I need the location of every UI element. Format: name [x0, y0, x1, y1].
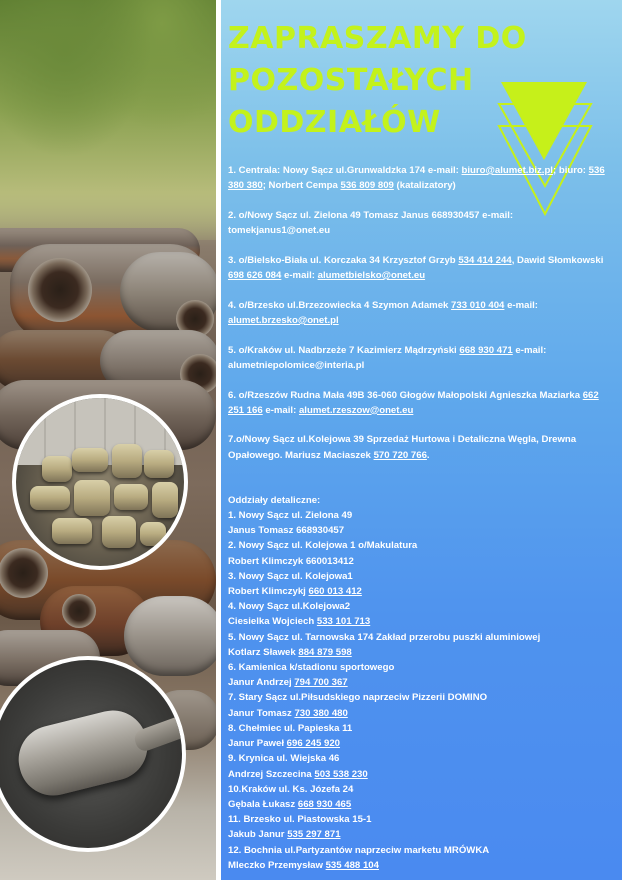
text-span: 4. o/Brzesko ul.Brzezowiecka 4 Szymon Adamek	[228, 299, 452, 311]
retail-line	[228, 660, 608, 675]
text-span: Robert Klimczyk 660013412	[228, 555, 354, 567]
contact-link[interactable]: 696 245 920	[286, 738, 341, 750]
contact-link[interactable]: 660 013 412	[308, 586, 362, 598]
catalytic-converter	[112, 444, 142, 478]
text-span: 5. o/Kraków ul. Nadbrzeże 7 Kazimierz Mądrzyński	[228, 344, 460, 356]
contact-link[interactable]: 730 380 480	[294, 707, 348, 719]
pipe-opening	[0, 548, 48, 598]
catalytic-converter	[74, 480, 110, 516]
text-span: Janur Tomasz	[228, 707, 295, 719]
branches-content	[228, 163, 608, 873]
text-span: Mleczko Przemysław	[228, 859, 326, 871]
catalytic-converter	[42, 456, 72, 482]
text-span: Jakub Janur	[228, 829, 288, 841]
converter-closeup-photo	[0, 656, 186, 852]
text-span: Janur Paweł	[228, 738, 287, 750]
text-span: 2. Nowy Sącz ul. Kolejowa 1 o/Makulatura	[228, 540, 418, 552]
text-span: e-mail:	[262, 404, 299, 416]
retail-line	[228, 645, 608, 660]
contact-link[interactable]: alumet.rzeszow@onet.eu	[298, 404, 414, 416]
title-line: ODDZIAŁÓW	[228, 105, 441, 140]
text-span: Andrzej Szczecina	[228, 768, 315, 780]
contact-link[interactable]: 698 626 084	[228, 270, 282, 282]
branch-item	[228, 388, 608, 418]
text-span: ; Norbert Cempa	[262, 180, 341, 192]
contact-link[interactable]: 662 251 166	[228, 389, 599, 416]
catalytic-converter	[140, 522, 166, 546]
text-span: 12. Bochnia ul.Partyzantów naprzeciw marketu MRÓWKA	[228, 844, 490, 856]
contact-link[interactable]: 884 879 598	[298, 646, 352, 658]
retail-line	[228, 827, 608, 842]
text-span: 8. Chełmiec ul. Papieska 11	[228, 722, 353, 734]
retail-line	[228, 858, 608, 873]
text-span: 2. o/Nowy Sącz ul. Zielona 49 Tomasz Janus 668930457 e-mail: tomekjanus1@onet.eu	[228, 209, 514, 237]
retail-line	[228, 736, 608, 751]
catalytic-converters-photo	[12, 394, 188, 570]
text-span: 11. Brzesko ul. Piastowska 15-1	[228, 814, 372, 826]
catalytic-converter	[72, 448, 108, 472]
text-span: Robert Klimczykj	[228, 586, 309, 598]
pipe-opening	[28, 258, 92, 322]
retail-line	[228, 523, 608, 538]
branch-item	[228, 298, 608, 328]
retail-line	[228, 767, 608, 782]
catalytic-converter	[144, 450, 174, 478]
title-line: ZAPRASZAMY DO	[228, 21, 527, 56]
branch-item	[228, 343, 608, 373]
retail-line	[228, 782, 608, 797]
retail-line	[228, 599, 608, 614]
text-span: , Dawid Słomkowski	[511, 254, 604, 266]
branch-item	[228, 253, 608, 283]
contact-link[interactable]: 503 538 230	[314, 768, 368, 780]
text-span: 10.Kraków ul. Ks. Józefa 24	[228, 783, 354, 795]
retail-line	[228, 751, 608, 766]
catalytic-converter	[114, 484, 148, 510]
retail-line	[228, 554, 608, 569]
contact-link[interactable]: biuro@alumet.biz.pl	[461, 165, 553, 176]
muffler-pipe	[124, 596, 216, 676]
text-span: Ciesielka Wojciech	[228, 616, 317, 628]
contact-link[interactable]: alumetbielsko@onet.eu	[317, 270, 426, 282]
retail-line	[228, 630, 608, 645]
retail-line	[228, 706, 608, 721]
contact-link[interactable]: 536 380 380	[228, 165, 605, 192]
branch-item	[228, 208, 608, 238]
exhaust-pipe	[132, 712, 186, 753]
catalytic-converter	[52, 518, 92, 544]
retail-line	[228, 690, 608, 705]
text-span: 3. Nowy Sącz ul. Kolejowa1	[228, 570, 353, 582]
retail-line	[228, 675, 608, 690]
retail-line	[228, 721, 608, 736]
scrap-photo	[0, 0, 216, 880]
text-span: 6. Kamienica k/stadionu sportowego	[228, 662, 395, 674]
text-span: .	[426, 449, 430, 461]
contact-link[interactable]: 533 101 713	[316, 616, 371, 628]
retail-title: Oddziały detaliczne:	[228, 494, 321, 506]
text-span: Janus Tomasz 668930457	[228, 525, 345, 537]
text-span: 1. Nowy Sącz ul. Zielona 49	[228, 510, 353, 522]
catalytic-converter	[102, 516, 136, 548]
contact-link[interactable]: 794 700 367	[294, 677, 348, 689]
retail-line	[228, 584, 608, 599]
contact-link[interactable]: 535 488 104	[325, 859, 379, 871]
text-span: 9. Krynica ul. Wiejska 46	[228, 753, 340, 765]
text-span: 4. Nowy Sącz ul.Kolejowa2	[228, 601, 351, 613]
contact-link[interactable]: 535 297 871	[287, 829, 341, 841]
text-span: 7.o/Nowy Sącz ul.Kolejowa 39 Sprzedaż Hurtowa i Detaliczna Węgla, Drewna Opałowego. Mariusz Maciaszek	[228, 434, 577, 461]
text-span: 6. o/Rzeszów Rudna Mała 49B 36-060 Głogów Małopolski Agnieszka Maziarka	[228, 389, 583, 401]
text-span: 7. Stary Sącz ul.Piłsudskiego naprzeciw Pizzerii DOMINO	[228, 692, 488, 704]
text-span: ; biuro:	[552, 165, 589, 176]
grass-background	[0, 0, 216, 240]
catalytic-converter	[30, 486, 70, 510]
retail-line	[228, 812, 608, 827]
contact-link[interactable]: alumet.brzesko@onet.pl	[228, 314, 339, 326]
retail-line	[228, 614, 608, 629]
text-span: e-mail:	[281, 270, 318, 282]
text-span: 5. Nowy Sącz ul. Tarnowska 174 Zakład przerobu puszki aluminiowej	[228, 631, 541, 643]
contact-link[interactable]: 536 809 809	[340, 180, 394, 192]
text-span: 1. Centrala: Nowy Sącz ul.Grunwaldzka 174 e-mail:	[228, 165, 462, 176]
text-span: Kotlarz Sławek	[228, 646, 299, 658]
retail-line	[228, 797, 608, 812]
retail-list	[228, 508, 608, 873]
branch-item	[228, 432, 608, 462]
title-line: POZOSTAŁYCH	[228, 63, 474, 98]
text-span: Janur Andrzej	[228, 677, 295, 689]
catalytic-converter	[11, 703, 154, 802]
pipe-opening	[62, 594, 96, 628]
contact-link[interactable]: 570 720 766	[373, 449, 427, 461]
text-span: (katalizatory)	[393, 180, 456, 192]
contact-link[interactable]: 668 930 465	[297, 798, 352, 810]
retail-line	[228, 508, 608, 523]
contact-link[interactable]: 668 930 471	[459, 344, 513, 356]
info-panel	[221, 0, 622, 880]
retail-line	[228, 569, 608, 584]
branch-list	[228, 163, 608, 463]
catalytic-converter	[152, 482, 178, 518]
branch-item	[228, 163, 608, 193]
retail-line	[228, 538, 608, 553]
text-span: 3. o/Bielsko-Biała ul. Korczaka 34 Krzysztof Grzyb	[228, 254, 459, 266]
contact-link[interactable]: 534 414 244	[458, 254, 512, 266]
text-span: e-mail: alumetniepolomice@interia.pl	[228, 344, 547, 371]
text-span: Gębala Łukasz	[228, 798, 298, 810]
retail-line	[228, 843, 608, 858]
contact-link[interactable]: 733 010 404	[451, 299, 505, 311]
text-span: e-mail:	[504, 299, 538, 311]
page-title	[228, 18, 528, 144]
